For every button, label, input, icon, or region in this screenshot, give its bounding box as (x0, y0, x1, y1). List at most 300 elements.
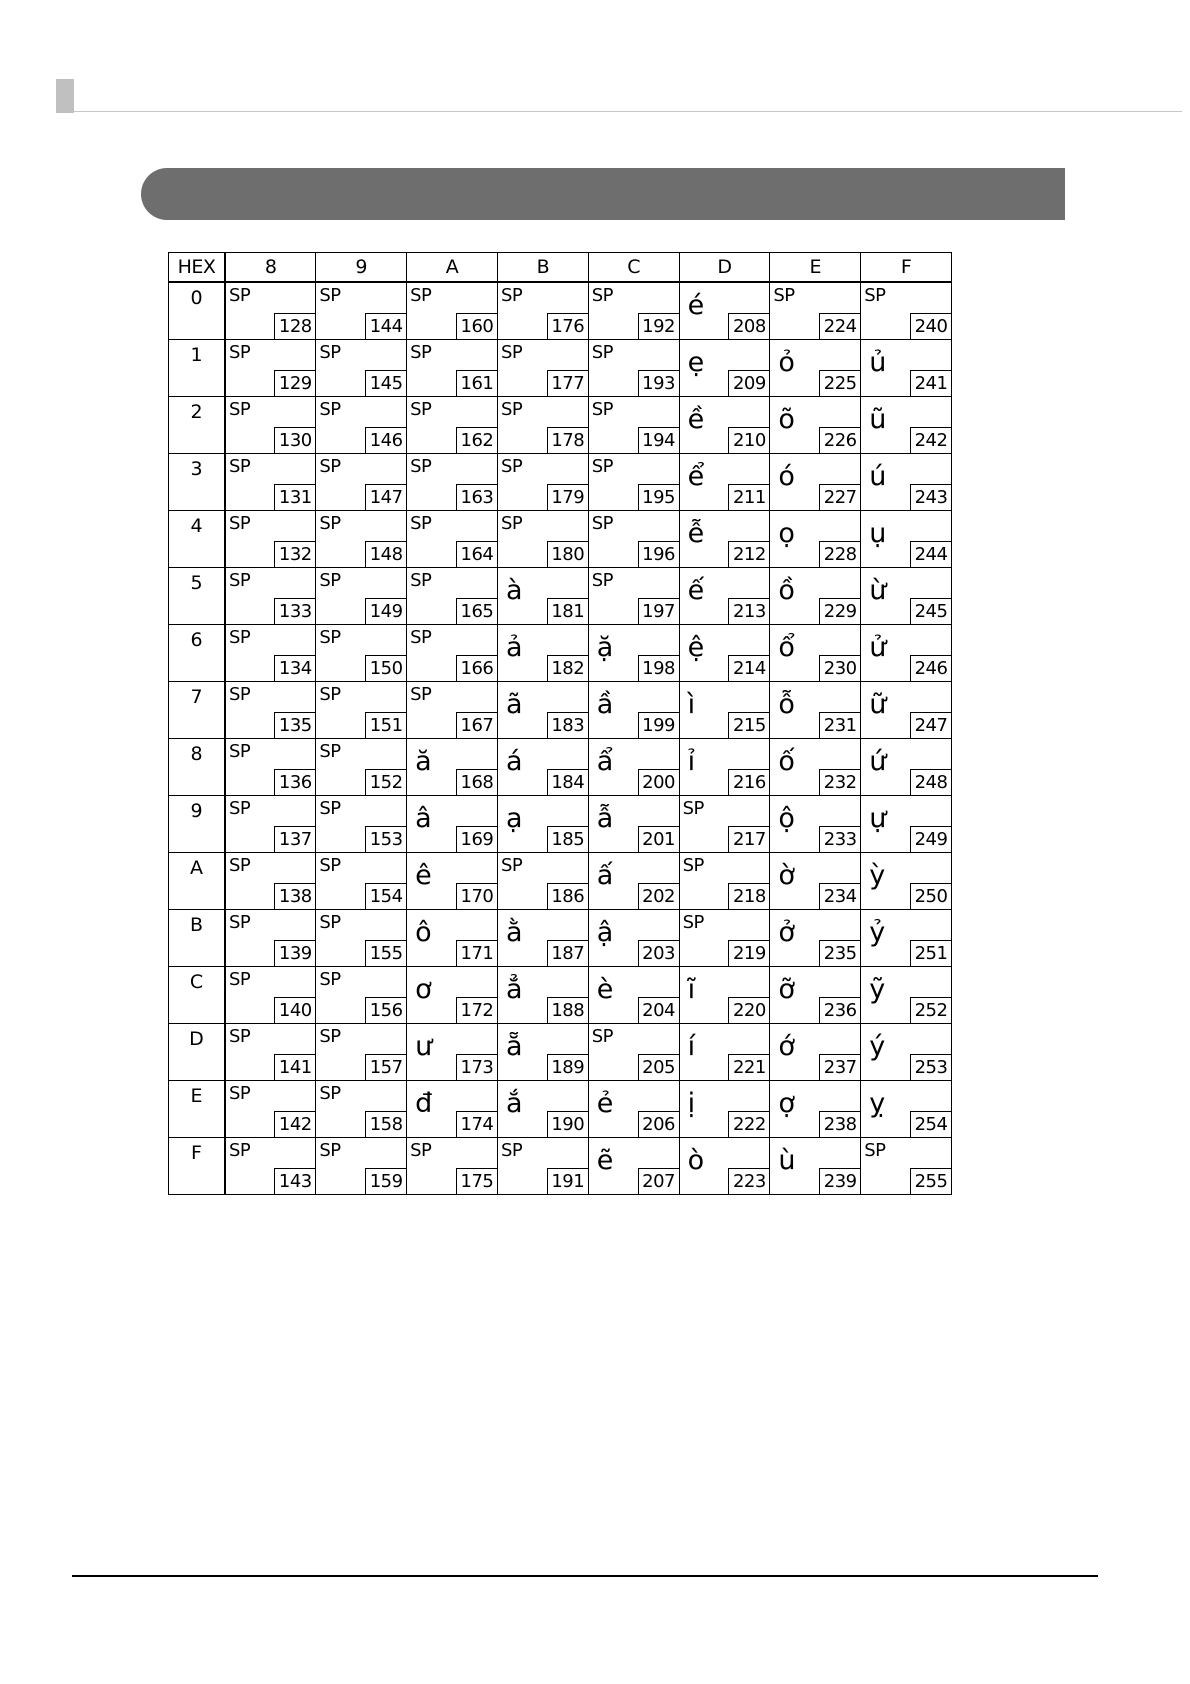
code-cell (225, 1024, 316, 1081)
character-glyph: ỳ (869, 860, 886, 891)
decimal-code: 189 (547, 1054, 589, 1081)
decimal-code: 185 (547, 826, 589, 853)
space-label: SP (682, 855, 704, 876)
space-label: SP (229, 513, 251, 534)
decimal-code: 199 (638, 712, 680, 739)
column-header: C (588, 253, 679, 283)
code-cell (316, 511, 407, 568)
code-cell (407, 511, 498, 568)
code-cell (316, 967, 407, 1024)
code-cell (588, 625, 679, 682)
code-cell (679, 568, 770, 625)
code-cell (316, 1138, 407, 1195)
character-glyph: ị (687, 1088, 696, 1119)
code-cell (588, 796, 679, 853)
table-row (169, 511, 952, 568)
code-cell (588, 397, 679, 454)
character-glyph: ỏ (778, 347, 795, 378)
code-cell (770, 568, 861, 625)
code-cell (770, 967, 861, 1024)
code-cell (770, 1024, 861, 1081)
space-label: SP (319, 912, 341, 933)
character-glyph: ỡ (778, 974, 795, 1005)
space-label: SP (319, 456, 341, 477)
decimal-code: 147 (365, 484, 407, 511)
character-glyph: ẳ (505, 974, 523, 1005)
space-label: SP (500, 285, 523, 306)
space-label: SP (773, 285, 795, 306)
code-cell (497, 511, 588, 568)
table-row (169, 282, 952, 340)
code-cell (497, 340, 588, 397)
space-label: SP (591, 1026, 614, 1047)
space-label: SP (864, 1140, 886, 1161)
character-glyph: ủ (869, 347, 887, 378)
code-cell (407, 1081, 498, 1138)
character-glyph: ặ (596, 632, 614, 663)
code-cell (407, 967, 498, 1024)
decimal-code: 219 (728, 940, 770, 967)
code-cell (497, 796, 588, 853)
code-cell (497, 853, 588, 910)
character-glyph: ễ (687, 518, 705, 549)
code-cell (770, 853, 861, 910)
decimal-code: 236 (819, 997, 861, 1024)
decimal-code: 145 (365, 370, 407, 397)
character-code-table (168, 252, 952, 1195)
decimal-code: 151 (365, 712, 407, 739)
decimal-code: 154 (365, 883, 407, 910)
code-cell (407, 910, 498, 967)
code-cell (679, 340, 770, 397)
decimal-code: 133 (274, 598, 316, 625)
space-label: SP (500, 342, 523, 363)
space-label: SP (229, 399, 251, 420)
space-label: SP (319, 285, 341, 306)
space-label: SP (410, 627, 432, 648)
character-glyph: ắ (505, 1088, 523, 1119)
character-glyph: ự (869, 803, 887, 834)
decimal-code: 179 (547, 484, 589, 511)
character-glyph: ớ (778, 1031, 795, 1062)
table-row (169, 739, 952, 796)
decimal-code: 188 (547, 997, 589, 1024)
space-label: SP (410, 399, 432, 420)
character-glyph: ộ (778, 803, 795, 834)
space-label: SP (229, 456, 251, 477)
code-cell (770, 625, 861, 682)
decimal-code: 157 (365, 1054, 407, 1081)
row-header: 7 (169, 682, 226, 739)
code-cell (407, 340, 498, 397)
code-cell (861, 853, 952, 910)
decimal-code: 138 (274, 883, 316, 910)
character-glyph: ù (778, 1145, 796, 1176)
decimal-code: 226 (819, 427, 861, 454)
decimal-code: 190 (547, 1111, 589, 1138)
decimal-code: 238 (819, 1111, 861, 1138)
decimal-code: 215 (728, 712, 770, 739)
code-cell (861, 1138, 952, 1195)
row-header: 6 (169, 625, 226, 682)
character-glyph: â (415, 803, 432, 834)
character-glyph: ằ (505, 917, 523, 948)
code-cell (679, 1024, 770, 1081)
decimal-code: 220 (728, 997, 770, 1024)
code-cell (225, 511, 316, 568)
character-glyph: ý (869, 1031, 886, 1062)
character-glyph: í (687, 1031, 696, 1062)
character-glyph: ỉ (687, 746, 696, 777)
code-cell (861, 511, 952, 568)
decimal-code: 158 (365, 1111, 407, 1138)
decimal-code: 137 (274, 826, 316, 853)
decimal-code: 214 (728, 655, 770, 682)
space-label: SP (319, 798, 341, 819)
space-label: SP (229, 798, 251, 819)
decimal-code: 254 (910, 1111, 952, 1138)
code-cell (770, 682, 861, 739)
space-label: SP (591, 570, 614, 591)
character-glyph: ậ (596, 917, 614, 948)
footer-rule (72, 1575, 1098, 1577)
decimal-code: 155 (365, 940, 407, 967)
character-glyph: ở (778, 917, 795, 948)
character-glyph: ê (415, 860, 432, 891)
code-cell (225, 1138, 316, 1195)
code-cell (679, 853, 770, 910)
space-label: SP (500, 513, 523, 534)
character-glyph: ỵ (869, 1088, 886, 1119)
decimal-code: 243 (910, 484, 952, 511)
decimal-code: 212 (728, 541, 770, 568)
decimal-code: 239 (819, 1168, 861, 1195)
code-cell (679, 967, 770, 1024)
code-cell (770, 739, 861, 796)
code-cell (588, 568, 679, 625)
decimal-code: 251 (910, 940, 952, 967)
code-cell (497, 739, 588, 796)
decimal-code: 141 (274, 1054, 316, 1081)
character-glyph: ồ (778, 575, 795, 606)
code-cell (679, 397, 770, 454)
decimal-code: 248 (910, 769, 952, 796)
decimal-code: 144 (365, 313, 407, 340)
decimal-code: 234 (819, 883, 861, 910)
space-label: SP (319, 513, 341, 534)
code-cell (497, 1024, 588, 1081)
code-cell (770, 796, 861, 853)
row-header: E (169, 1081, 226, 1138)
code-cell (407, 1138, 498, 1195)
character-glyph: ã (505, 689, 523, 720)
decimal-code: 242 (910, 427, 952, 454)
decimal-code: 222 (728, 1111, 770, 1138)
decimal-code: 240 (910, 313, 952, 340)
decimal-code: 231 (819, 712, 861, 739)
table-row (169, 910, 952, 967)
decimal-code: 165 (456, 598, 498, 625)
decimal-code: 232 (819, 769, 861, 796)
code-cell (679, 739, 770, 796)
decimal-code: 152 (365, 769, 407, 796)
decimal-code: 207 (638, 1168, 680, 1195)
code-cell (407, 1024, 498, 1081)
decimal-code: 211 (728, 484, 770, 511)
code-cell (316, 796, 407, 853)
decimal-code: 130 (274, 427, 316, 454)
decimal-code: 148 (365, 541, 407, 568)
code-cell (316, 625, 407, 682)
decimal-code: 227 (819, 484, 861, 511)
code-cell (316, 739, 407, 796)
decimal-code: 161 (456, 370, 498, 397)
character-glyph: ứ (869, 746, 887, 777)
table-row (169, 682, 952, 739)
decimal-code: 210 (728, 427, 770, 454)
decimal-code: 246 (910, 655, 952, 682)
character-glyph: ừ (869, 575, 887, 606)
decimal-code: 181 (547, 598, 589, 625)
table-header-row (169, 253, 952, 283)
code-cell (316, 910, 407, 967)
column-header: E (770, 253, 861, 283)
decimal-code: 252 (910, 997, 952, 1024)
code-cell (407, 682, 498, 739)
code-cell (679, 910, 770, 967)
code-cell (407, 739, 498, 796)
decimal-code: 209 (728, 370, 770, 397)
code-cell (588, 340, 679, 397)
code-cell (225, 682, 316, 739)
character-glyph: õ (778, 404, 795, 435)
code-cell (497, 568, 588, 625)
code-cell (861, 796, 952, 853)
character-glyph: ì (687, 689, 696, 720)
table-row (169, 967, 952, 1024)
character-glyph: ẫ (596, 803, 614, 834)
decimal-code: 156 (365, 997, 407, 1024)
decimal-code: 136 (274, 769, 316, 796)
decimal-code: 255 (910, 1168, 952, 1195)
code-cell (588, 454, 679, 511)
decimal-code: 134 (274, 655, 316, 682)
hex-header: HEX (169, 253, 226, 283)
decimal-code: 162 (456, 427, 498, 454)
decimal-code: 247 (910, 712, 952, 739)
character-glyph: ọ (778, 518, 795, 549)
character-glyph: ư (415, 1031, 433, 1062)
code-cell (861, 967, 952, 1024)
decimal-code: 233 (819, 826, 861, 853)
code-cell (679, 1138, 770, 1195)
code-cell (588, 682, 679, 739)
space-label: SP (319, 627, 341, 648)
space-label: SP (229, 1140, 251, 1161)
character-glyph: ẩ (596, 746, 614, 777)
character-glyph: đ (415, 1088, 433, 1119)
column-header: 9 (316, 253, 407, 283)
code-cell (316, 853, 407, 910)
code-cell (316, 1081, 407, 1138)
decimal-code: 197 (638, 598, 680, 625)
decimal-code: 192 (638, 313, 680, 340)
code-cell (497, 967, 588, 1024)
table-row (169, 340, 952, 397)
decimal-code: 194 (638, 427, 680, 454)
decimal-code: 253 (910, 1054, 952, 1081)
space-label: SP (591, 456, 614, 477)
row-header: A (169, 853, 226, 910)
decimal-code: 235 (819, 940, 861, 967)
decimal-code: 204 (638, 997, 680, 1024)
space-label: SP (319, 1026, 341, 1047)
space-label: SP (319, 969, 341, 990)
code-cell (497, 282, 588, 340)
decimal-code: 218 (728, 883, 770, 910)
decimal-code: 173 (456, 1054, 498, 1081)
space-label: SP (500, 399, 523, 420)
code-cell (770, 454, 861, 511)
space-label: SP (229, 969, 251, 990)
decimal-code: 146 (365, 427, 407, 454)
column-header: D (679, 253, 770, 283)
space-label: SP (319, 855, 341, 876)
character-glyph: ỹ (869, 974, 886, 1005)
code-cell (225, 282, 316, 340)
decimal-code: 172 (456, 997, 498, 1024)
space-label: SP (410, 456, 432, 477)
space-label: SP (229, 342, 251, 363)
code-cell (679, 511, 770, 568)
code-cell (407, 853, 498, 910)
code-cell (588, 739, 679, 796)
space-label: SP (319, 684, 341, 705)
character-glyph: ệ (687, 632, 705, 663)
table-row (169, 1138, 952, 1195)
row-header: 1 (169, 340, 226, 397)
column-header: F (861, 253, 952, 283)
code-cell (679, 282, 770, 340)
decimal-code: 200 (638, 769, 680, 796)
character-glyph: á (505, 746, 523, 777)
decimal-code: 153 (365, 826, 407, 853)
code-cell (225, 1081, 316, 1138)
character-glyph: é (687, 290, 705, 321)
code-cell (861, 1024, 952, 1081)
table-row (169, 625, 952, 682)
space-label: SP (229, 741, 251, 762)
code-cell (316, 1024, 407, 1081)
decimal-code: 216 (728, 769, 770, 796)
code-cell (316, 568, 407, 625)
code-cell (225, 340, 316, 397)
table-row (169, 568, 952, 625)
code-cell (770, 910, 861, 967)
decimal-code: 139 (274, 940, 316, 967)
decimal-code: 140 (274, 997, 316, 1024)
character-glyph: ò (687, 1145, 705, 1176)
space-label: SP (864, 285, 886, 306)
decimal-code: 182 (547, 655, 589, 682)
space-label: SP (319, 570, 341, 591)
row-header: C (169, 967, 226, 1024)
code-cell (225, 796, 316, 853)
decimal-code: 169 (456, 826, 498, 853)
decimal-code: 205 (638, 1054, 680, 1081)
decimal-code: 213 (728, 598, 770, 625)
code-cell (679, 454, 770, 511)
space-label: SP (319, 342, 341, 363)
character-glyph: ẵ (505, 1031, 523, 1062)
code-cell (588, 1138, 679, 1195)
character-glyph: ỷ (869, 917, 886, 948)
decimal-code: 183 (547, 712, 589, 739)
code-cell (861, 1081, 952, 1138)
code-cell (588, 910, 679, 967)
code-cell (407, 625, 498, 682)
space-label: SP (682, 912, 704, 933)
row-header: 2 (169, 397, 226, 454)
space-label: SP (319, 1083, 341, 1104)
code-cell (497, 397, 588, 454)
table-row (169, 454, 952, 511)
code-cell (316, 682, 407, 739)
character-glyph: ă (415, 746, 432, 777)
code-cell (225, 739, 316, 796)
decimal-code: 225 (819, 370, 861, 397)
code-cell (770, 1138, 861, 1195)
decimal-code: 131 (274, 484, 316, 511)
character-glyph: ụ (869, 518, 887, 549)
code-cell (770, 397, 861, 454)
row-header: 4 (169, 511, 226, 568)
header-marker (56, 79, 74, 113)
space-label: SP (229, 1083, 251, 1104)
row-header: D (169, 1024, 226, 1081)
character-glyph: ó (778, 461, 795, 492)
row-header: 0 (169, 282, 226, 340)
code-cell (588, 511, 679, 568)
decimal-code: 193 (638, 370, 680, 397)
space-label: SP (319, 1140, 341, 1161)
decimal-code: 203 (638, 940, 680, 967)
code-cell (861, 625, 952, 682)
section-title-bar (141, 168, 1065, 220)
decimal-code: 208 (728, 313, 770, 340)
code-cell (407, 454, 498, 511)
space-label: SP (319, 399, 341, 420)
space-label: SP (229, 855, 251, 876)
code-cell (407, 397, 498, 454)
character-glyph: ờ (778, 860, 795, 891)
character-glyph: ố (778, 746, 795, 777)
decimal-code: 195 (638, 484, 680, 511)
decimal-code: 174 (456, 1111, 498, 1138)
decimal-code: 177 (547, 370, 589, 397)
code-cell (225, 625, 316, 682)
space-label: SP (229, 285, 251, 306)
decimal-code: 221 (728, 1054, 770, 1081)
character-glyph: ỗ (778, 689, 795, 720)
decimal-code: 201 (638, 826, 680, 853)
code-cell (497, 682, 588, 739)
character-glyph: ẹ (687, 347, 705, 378)
column-header: 8 (225, 253, 316, 283)
code-cell (861, 282, 952, 340)
row-header: F (169, 1138, 226, 1195)
decimal-code: 168 (456, 769, 498, 796)
